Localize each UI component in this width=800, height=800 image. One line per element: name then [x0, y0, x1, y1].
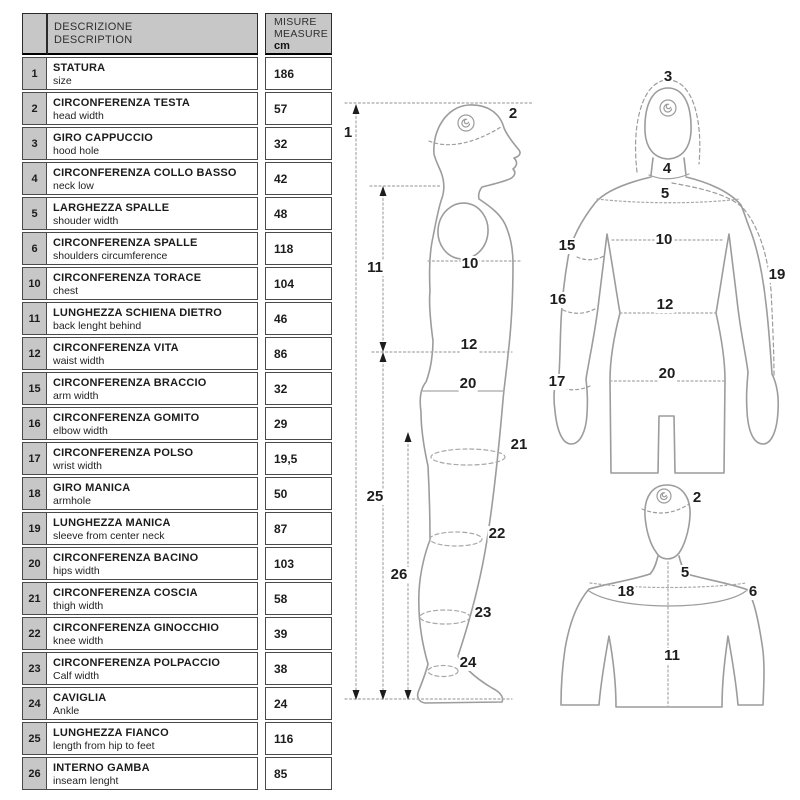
row-number: 15: [22, 372, 47, 405]
row-number: 4: [22, 162, 47, 195]
description-english: size: [53, 74, 72, 87]
arm-circumference-arc: [577, 256, 604, 260]
dimension-arrowheads: [353, 104, 412, 700]
description-english: sleeve from center neck: [53, 529, 165, 542]
table-row: [22, 372, 334, 405]
description-english: back lenght behind: [53, 319, 142, 332]
description-italian: LUNGHEZZA MANICA: [53, 516, 171, 529]
row-description: [47, 407, 258, 440]
row-number: 11: [22, 302, 47, 335]
row-measure-value: 118: [265, 232, 332, 265]
row-number: 3: [22, 127, 47, 160]
side-label-2: 2: [508, 105, 518, 122]
back-label-15: 15: [558, 237, 576, 254]
measurement-table: [22, 13, 334, 792]
table-row: [22, 302, 334, 335]
side-armhole-oval: [435, 201, 491, 262]
description-italian: CIRCONFERENZA VITA: [53, 341, 179, 354]
table-row: [22, 547, 334, 580]
description-italian: LUNGHEZZA SCHIENA DIETRO: [53, 306, 222, 319]
description-english: hips width: [53, 564, 100, 577]
upper_back-label-18: 18: [617, 583, 635, 600]
description-english: shouder width: [53, 214, 119, 227]
header-description-cell: [47, 13, 258, 55]
description-english: waist width: [53, 354, 105, 367]
row-measure-value: 87: [265, 512, 332, 545]
row-number: 2: [22, 92, 47, 125]
description-english: arm width: [53, 389, 99, 402]
description-italian: LUNGHEZZA FIANCO: [53, 726, 169, 739]
row-measure-value: 57: [265, 92, 332, 125]
row-number: 20: [22, 547, 47, 580]
row-description: [47, 652, 258, 685]
table-row: [22, 92, 334, 125]
table-row: [22, 127, 334, 160]
description-italian: CIRCONFERENZA COSCIA: [53, 586, 198, 599]
column-gap: [258, 197, 265, 230]
back-head-outline: [645, 88, 691, 159]
row-description: [47, 197, 258, 230]
header-measure-line2: MEASURE: [274, 27, 329, 40]
row-description: [47, 582, 258, 615]
description-italian: CIRCONFERENZA TORACE: [53, 271, 202, 284]
row-measure-value: 24: [265, 687, 332, 720]
column-gap: [258, 512, 265, 545]
column-gap: [258, 757, 265, 790]
back-label-10: 10: [655, 231, 673, 248]
description-english: wrist width: [53, 459, 103, 472]
column-gap: [258, 582, 265, 615]
column-gap: [258, 232, 265, 265]
row-number: 24: [22, 687, 47, 720]
row-description: [47, 687, 258, 720]
description-italian: CIRCONFERENZA BRACCIO: [53, 376, 207, 389]
table-row: [22, 652, 334, 685]
table-header-row: [22, 13, 334, 55]
knee-circumference-ellipse: [430, 532, 482, 546]
side-view-figure: [418, 105, 520, 703]
side-head-circumference-line: [429, 127, 501, 145]
row-description: [47, 757, 258, 790]
upper-back-figure: [561, 485, 764, 707]
row-description: [47, 57, 258, 90]
row-number: 10: [22, 267, 47, 300]
upper-back-body-outline: [561, 574, 764, 707]
back-label-12: 12: [656, 296, 674, 313]
upper_back-label-5: 5: [680, 564, 690, 581]
row-description: [47, 722, 258, 755]
back-label-20: 20: [658, 365, 676, 382]
description-english: neck low: [53, 179, 94, 192]
row-description: [47, 267, 258, 300]
table-row: [22, 617, 334, 650]
row-measure-value: 39: [265, 617, 332, 650]
description-italian: LARGHEZZA SPALLE: [53, 201, 170, 214]
row-measure-value: 186: [265, 57, 332, 90]
table-row: [22, 512, 334, 545]
back-label-4: 4: [662, 160, 672, 177]
row-measure-value: 46: [265, 302, 332, 335]
row-description: [47, 512, 258, 545]
description-english: length from hip to feet: [53, 739, 155, 752]
table-row: [22, 722, 334, 755]
row-description: [47, 442, 258, 475]
header-measure-unit: cm: [274, 39, 290, 52]
column-gap: [258, 302, 265, 335]
row-description: [47, 302, 258, 335]
side-label-11: 11: [367, 259, 383, 276]
description-english: inseam lenght: [53, 774, 119, 787]
side-label-12: 12: [460, 336, 478, 353]
side-label-1: 1: [343, 124, 353, 141]
column-gap: [258, 687, 265, 720]
column-gap: [258, 617, 265, 650]
table-row: [22, 477, 334, 510]
description-english: head width: [53, 109, 104, 122]
row-description: [47, 372, 258, 405]
column-gap: [258, 442, 265, 475]
row-number: 5: [22, 197, 47, 230]
side-dimension-lines: [345, 103, 533, 699]
row-number: 6: [22, 232, 47, 265]
description-english: chest: [53, 284, 79, 297]
upper-head-circumference-line: [642, 504, 689, 513]
description-english: elbow width: [53, 424, 108, 437]
row-description: [47, 617, 258, 650]
header-description-it: DESCRIZIONE: [54, 21, 133, 33]
table-row: [22, 197, 334, 230]
header-description-en: DESCRIPTION: [54, 34, 133, 46]
column-gap: [258, 407, 265, 440]
column-gap: [258, 722, 265, 755]
row-measure-value: 85: [265, 757, 332, 790]
description-italian: CAVIGLIA: [53, 691, 107, 704]
row-number: 12: [22, 337, 47, 370]
side-body-outline: [418, 105, 520, 703]
thigh-circumference-ellipse: [431, 449, 505, 465]
row-description: [47, 477, 258, 510]
column-gap: [258, 337, 265, 370]
spiral-marker-icon: [660, 100, 676, 116]
back-label-19: 19: [768, 266, 786, 283]
row-description: [47, 162, 258, 195]
upper_back-label-6: 6: [748, 583, 758, 600]
row-measure-value: 38: [265, 652, 332, 685]
column-gap: [258, 127, 265, 160]
description-italian: INTERNO GAMBA: [53, 761, 150, 774]
table-row: [22, 582, 334, 615]
description-english: knee width: [53, 634, 104, 647]
upper_back-label-2: 2: [692, 489, 702, 506]
back-label-17: 17: [548, 373, 566, 390]
side-label-25: 25: [366, 488, 384, 505]
description-italian: CIRCONFERENZA POLPACCIO: [53, 656, 221, 669]
row-measure-value: 103: [265, 547, 332, 580]
description-english: hood hole: [53, 144, 100, 157]
back-view-figure: [554, 80, 778, 473]
row-number: 17: [22, 442, 47, 475]
table-row: [22, 57, 334, 90]
row-number: 25: [22, 722, 47, 755]
description-english: shoulders circumference: [53, 249, 168, 262]
table-row: [22, 267, 334, 300]
row-measure-value: 42: [265, 162, 332, 195]
table-body: [22, 57, 334, 790]
side-label-20: 20: [459, 375, 477, 392]
header-number-cell: [22, 13, 47, 55]
side-label-26: 26: [390, 566, 408, 583]
row-measure-value: 32: [265, 372, 332, 405]
column-gap: [258, 547, 265, 580]
column-gap: [258, 92, 265, 125]
header-measure-line1: MISURE: [274, 15, 317, 28]
column-gap: [258, 477, 265, 510]
table-row: [22, 757, 334, 790]
back-label-16: 16: [549, 291, 567, 308]
side-label-24: 24: [459, 654, 477, 671]
description-italian: CIRCONFERENZA SPALLE: [53, 236, 198, 249]
spiral-marker-icon: [657, 489, 671, 503]
back-label-3: 3: [663, 68, 673, 85]
row-measure-value: 116: [265, 722, 332, 755]
description-italian: CIRCONFERENZA GINOCCHIO: [53, 621, 220, 634]
row-description: [47, 92, 258, 125]
column-gap: [258, 162, 265, 195]
header-measure-cell: [265, 13, 332, 55]
row-number: 22: [22, 617, 47, 650]
row-measure-value: 48: [265, 197, 332, 230]
description-italian: GIRO CAPPUCCIO: [53, 131, 153, 144]
description-italian: CIRCONFERENZA BACINO: [53, 551, 199, 564]
description-italian: STATURA: [53, 61, 106, 74]
side-label-21: 21: [510, 436, 528, 453]
side-label-10: 10: [461, 255, 479, 272]
description-italian: CIRCONFERENZA GOMITO: [53, 411, 200, 424]
row-measure-value: 29: [265, 407, 332, 440]
elbow-circumference-arc: [563, 309, 595, 313]
description-italian: CIRCONFERENZA TESTA: [53, 96, 191, 109]
column-gap: [258, 267, 265, 300]
row-number: 26: [22, 757, 47, 790]
column-gap: [258, 13, 265, 55]
column-gap: [258, 57, 265, 90]
description-italian: CIRCONFERENZA COLLO BASSO: [53, 166, 237, 179]
description-english: Calf width: [53, 669, 100, 682]
column-gap: [258, 372, 265, 405]
row-number: 23: [22, 652, 47, 685]
description-english: Ankle: [53, 704, 80, 717]
row-number: 19: [22, 512, 47, 545]
row-description: [47, 547, 258, 580]
row-description: [47, 127, 258, 160]
row-measure-value: 19,5: [265, 442, 332, 475]
description-english: armhole: [53, 494, 91, 507]
table-row: [22, 687, 334, 720]
row-number: 1: [22, 57, 47, 90]
calf-circumference-ellipse: [420, 610, 470, 624]
back-label-5: 5: [660, 185, 670, 202]
side-label-23: 23: [474, 604, 492, 621]
row-measure-value: 32: [265, 127, 332, 160]
upper-back-head-outline: [645, 485, 690, 559]
spiral-marker-icon: [458, 115, 474, 131]
row-measure-value: 86: [265, 337, 332, 370]
row-number: 16: [22, 407, 47, 440]
column-gap: [258, 652, 265, 685]
description-italian: GIRO MANICA: [53, 481, 131, 494]
row-number: 18: [22, 477, 47, 510]
table-row: [22, 407, 334, 440]
row-measure-value: 50: [265, 477, 332, 510]
row-description: [47, 337, 258, 370]
table-row: [22, 162, 334, 195]
back-body-outline: [554, 177, 778, 473]
description-italian: CIRCONFERENZA POLSO: [53, 446, 194, 459]
table-row: [22, 232, 334, 265]
row-number: 21: [22, 582, 47, 615]
row-description: [47, 232, 258, 265]
table-row: [22, 442, 334, 475]
ankle-circumference-ellipse: [428, 666, 458, 677]
description-english: thigh width: [53, 599, 104, 612]
table-row: [22, 337, 334, 370]
side-label-22: 22: [488, 525, 506, 542]
upper_back-label-11: 11: [664, 647, 680, 664]
row-measure-value: 58: [265, 582, 332, 615]
row-measure-value: 104: [265, 267, 332, 300]
